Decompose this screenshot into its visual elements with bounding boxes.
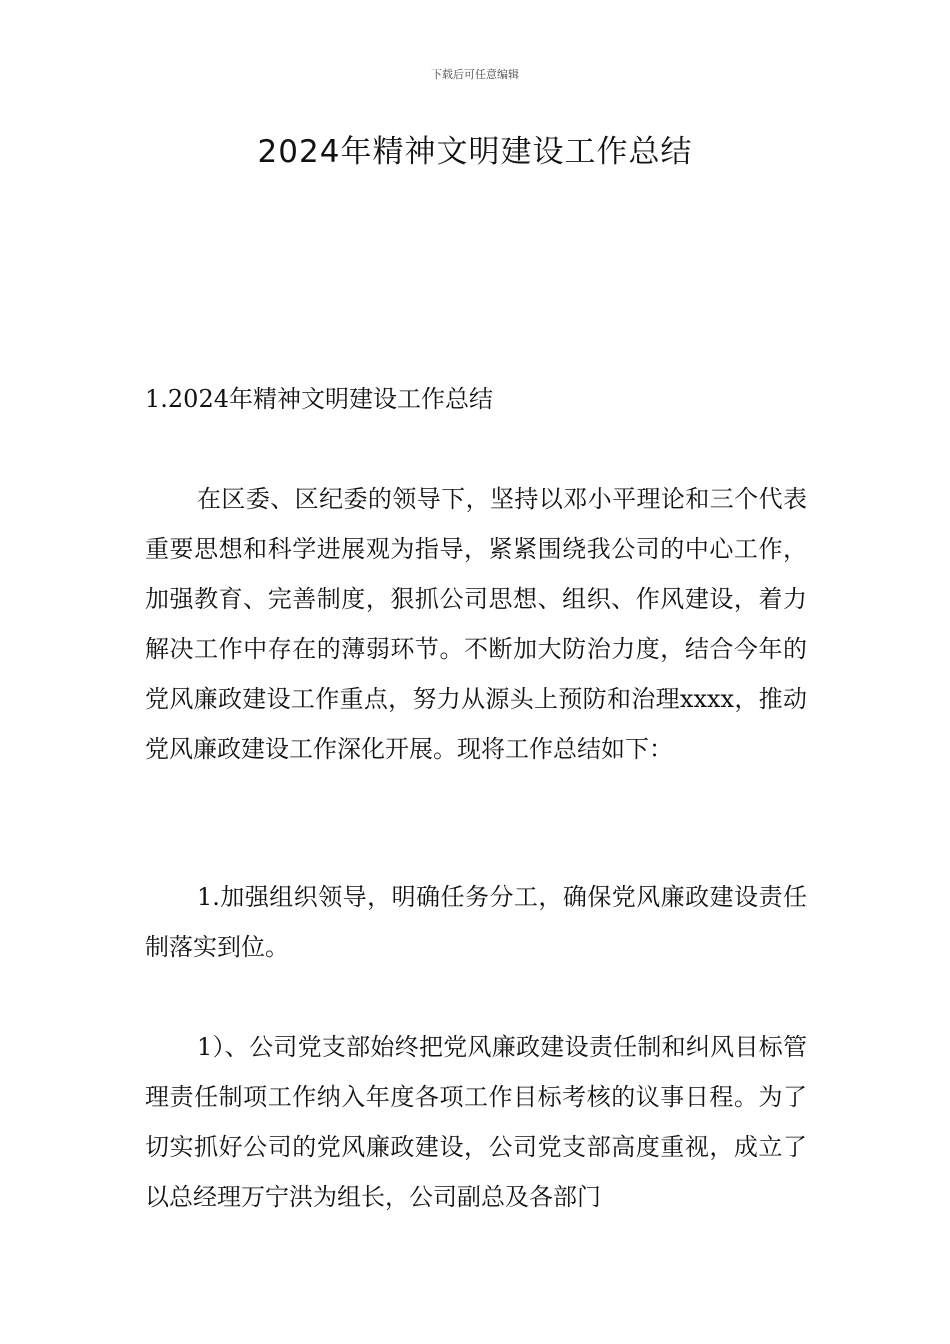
paragraph-point-1: 1.加强组织领导，明确任务分工，确保党风廉政建设责任制落实到位。	[145, 883, 807, 961]
paragraph-intro: 在区委、区纪委的领导下，坚持以邓小平理论和三个代表重要思想和科学进展观为指导，紧紧围绕我公司的中心工作，加强教育、完善制度，狠抓公司思想、组织、作风建设，着力解决工作中存在的薄弱环节。不断加大防治力度，结合今年的党风廉政建设工作重点，努力从源头上预防和治理xxxx，推动党风廉政建设工作深化开展。现将工作总结如下：	[145, 485, 807, 763]
document-title: 2024年精神文明建设工作总结	[257, 134, 693, 170]
paragraph-subpoint-1: 1）、公司党支部始终把党风廉政建设责任制和纠风目标管理责任制项工作纳入年度各项工作目标考核的议事日程。为了切实抓好公司的党风廉政建设，公司党支部高度重视，成立了以总经理万宁洪为组长，公司副总及各部门	[145, 1033, 807, 1211]
header-note: 下载后可任意编辑	[431, 68, 519, 81]
section-heading: 1.2024年精神文明建设工作总结	[145, 385, 493, 413]
